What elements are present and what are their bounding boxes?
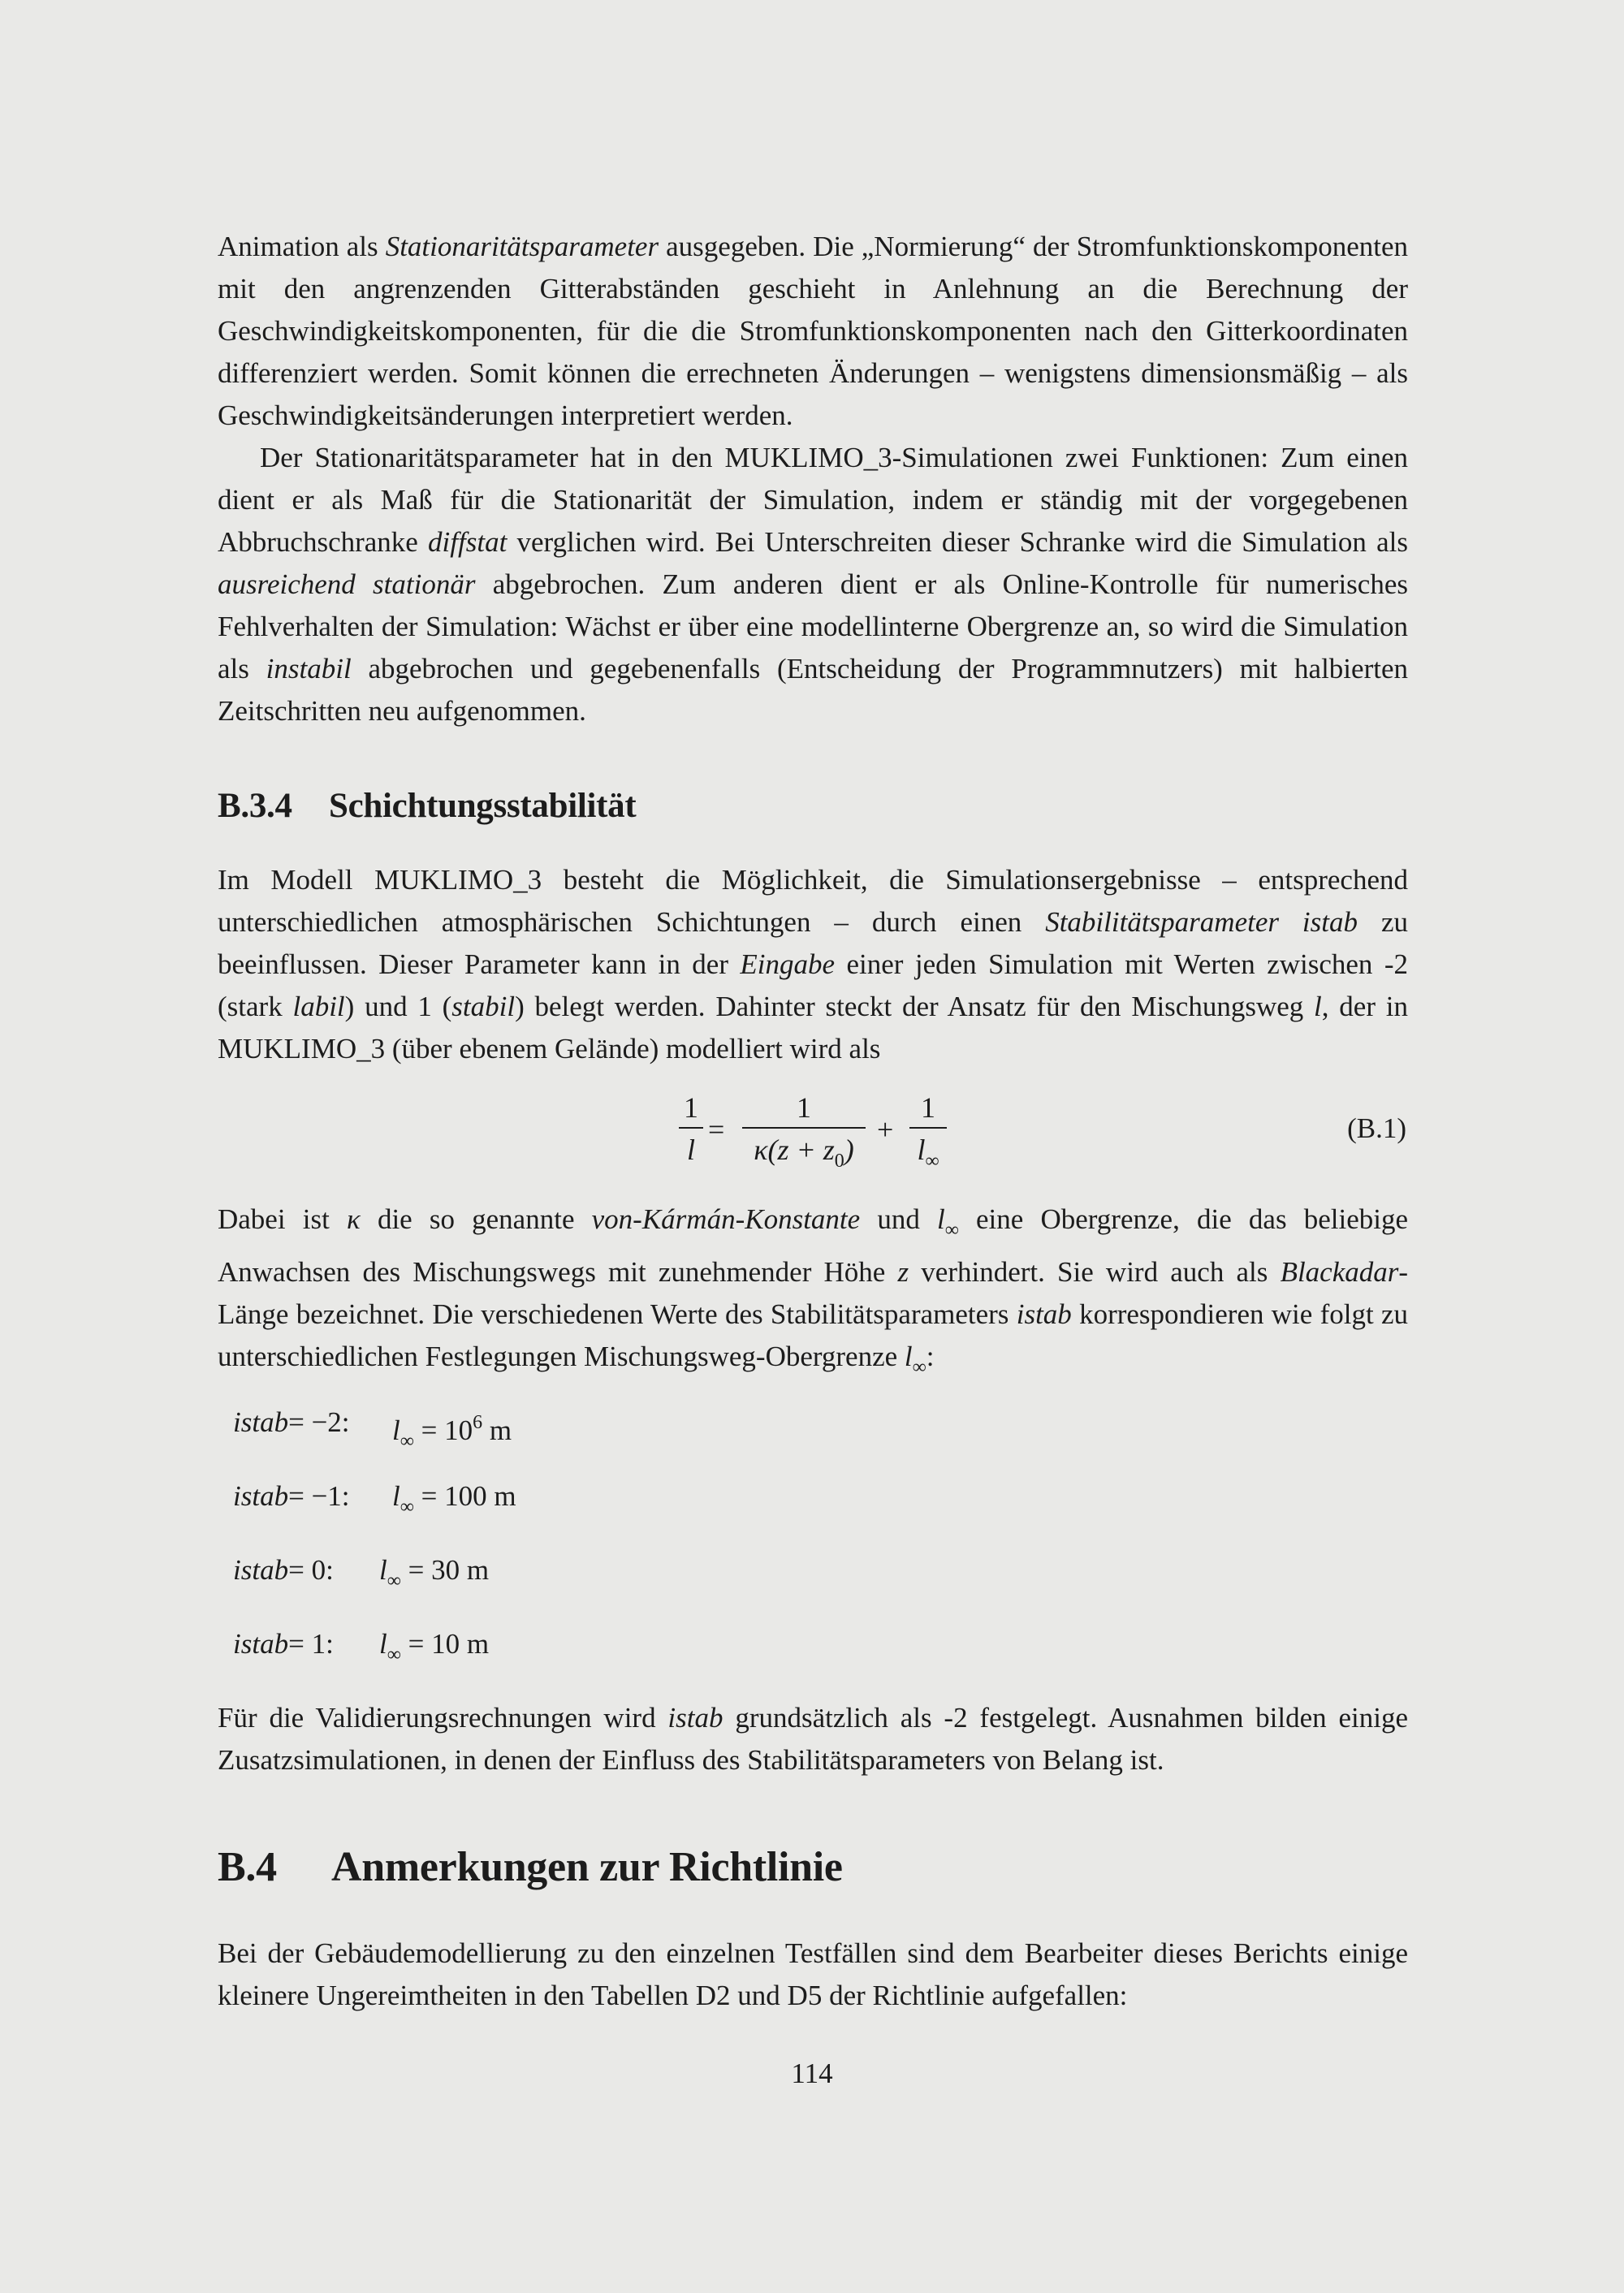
paragraph-guideline-remarks: Bei der Gebäudemodellierung zu den einzelnen Testfällen sind dem Bearbeiter dieses Berichts einige kleinere Ungereimtheiten in den Tabellen D2 und D5 der Richtlinie aufgefallen: <box>218 1937 1408 2011</box>
math-variable-l: l <box>1314 991 1322 1022</box>
paragraph-validation-runs <box>218 1697 1408 1781</box>
term-diffstat: diffstat <box>428 526 508 558</box>
mixing-length-value <box>392 1401 512 1462</box>
term-input: Eingabe <box>740 948 836 980</box>
istab-label: istab <box>233 1628 289 1660</box>
text-run: Der Stationaritätsparameter hat in den MUKLIMO_3-Simulationen zwei Funktionen: Zum einen dient er als Maß für die Stationarität der Simulation, indem er ständig mit der vorgegebenen Abbruchschranke <box>218 442 1408 558</box>
value-text: = 30 m <box>408 1554 490 1586</box>
term-stationarity-parameter: Stationaritätsparameter <box>385 231 659 262</box>
istab-label: istab <box>233 1480 289 1512</box>
term-stable: stabil <box>451 991 516 1022</box>
term-stability-parameter: Stabilitätsparameter istab <box>1045 906 1358 938</box>
math-variable-l: l <box>379 1628 387 1660</box>
term-unstable: instabil <box>266 653 352 684</box>
text-run: grundsätzlich als -2 festgelegt. Ausnahmen bilden einige Zusatzsimulationen, in denen der Einfluss des Stabilitätsparameters von Belang ist. <box>218 1702 1408 1776</box>
text-run: ausgegeben. Die „Normierung“ der Stromfunktionskomponenten mit den angrenzenden Gitterabständen geschieht in Anlehnung an die Berechnung der Geschwindigkeitskomponenten, für die die Stromfunktionskomponenten nach den Gitterkoordinaten differenziert werden. Somit können die errechneten Änderungen – wenigstens dimensionsmäßig – als Geschwindigkeitsänderungen interpretiert werden. <box>218 231 1409 431</box>
fraction-lhs <box>679 1088 703 1171</box>
istab-row <box>233 1549 490 1591</box>
value-text: = 10 m <box>408 1628 490 1660</box>
subscript-infinity: ∞ <box>944 1220 959 1241</box>
paragraph-stability-parameter <box>218 859 1408 1070</box>
subscript: 0 <box>834 1151 844 1172</box>
term-blackadar: Blackadar <box>1280 1256 1399 1288</box>
exponent: 6 <box>473 1412 483 1433</box>
fraction-middle <box>742 1088 866 1171</box>
text-run: Im Modell MUKLIMO_3 besteht die Möglichkeit, die Simulationsergebnisse – entsprechend unterschiedlichen atmosphärischen Schichtungen – durch einen <box>218 864 1408 938</box>
mixing-length-value <box>379 1549 489 1602</box>
text-run: -Länge bezeichnet. Die verschiedenen Werte des Stabilitätsparameters <box>218 1256 1409 1330</box>
equation-number: (B.1) <box>1347 1112 1406 1144</box>
text-run: : <box>926 1341 935 1372</box>
text-run: und <box>860 1203 938 1235</box>
section-title: Anmerkungen zur Richtlinie <box>331 1844 843 1890</box>
math-variable-l: l <box>392 1480 400 1512</box>
text-run: , der in MUKLIMO_3 (über ebenem Gelände) modelliert wird als <box>218 991 1408 1064</box>
plus-sign: + <box>877 1113 894 1146</box>
fraction-rhs <box>909 1088 947 1171</box>
text-run: abgebrochen. Zum anderen dient er als Online-Kontrolle für numerisches Fehlverhalten der Simulation: Wächst er über eine modellinterne Obergrenze an, so wird die Simulation als <box>218 568 1408 684</box>
denominator-l: l <box>917 1134 926 1166</box>
paragraph-stationarity-output <box>218 226 1408 437</box>
istab-row <box>233 1623 490 1665</box>
value-text: = 100 m <box>421 1480 516 1512</box>
denominator <box>742 1129 866 1171</box>
section-heading-b34 <box>218 786 636 826</box>
istab-setting: = −2: <box>288 1406 350 1438</box>
mixing-length-value <box>392 1475 516 1528</box>
text-run: Animation als <box>218 231 386 262</box>
term-istab: istab <box>667 1702 723 1734</box>
term-von-karman-constant: von-Kármán-Konstante <box>591 1203 861 1235</box>
numerator: 1 <box>921 1091 935 1124</box>
term-istab: istab <box>1016 1298 1072 1330</box>
math-variable-l: l <box>937 1203 945 1235</box>
text-run: zu beeinflussen. Dieser Parameter kann in der <box>218 906 1408 980</box>
denominator-term: κ(z + z <box>754 1134 835 1166</box>
text-run: Dabei ist <box>218 1203 347 1235</box>
text-run: eine Obergrenze, die das beliebige Anwachsen des Mischungswegs mit zunehmender Höhe <box>218 1203 1408 1288</box>
equals-sign: = <box>708 1113 725 1146</box>
subscript-infinity: ∞ <box>912 1357 926 1378</box>
paragraph-stationarity-functions <box>218 437 1408 732</box>
stability-text-block <box>218 859 1408 1070</box>
istab-setting: = 1: <box>288 1628 334 1660</box>
page-number: 114 <box>791 2058 833 2089</box>
subscript-infinity: ∞ <box>400 1431 414 1452</box>
section-number: B.4 <box>218 1844 277 1890</box>
subscript-infinity: ∞ <box>925 1151 939 1172</box>
validation-text-block <box>218 1697 1408 1781</box>
istab-label: istab <box>233 1554 289 1586</box>
text-run: verglichen wird. Bei Unterschreiten dieser Schranke wird die Simulation als <box>507 526 1408 558</box>
text-run: ) und 1 ( <box>344 991 452 1022</box>
istab-label: istab <box>233 1406 289 1438</box>
mixing-length-value <box>379 1623 489 1676</box>
guideline-text-block <box>218 1932 1408 2017</box>
subscript-infinity: ∞ <box>400 1496 414 1518</box>
closing-paren: ) <box>844 1134 854 1166</box>
numerator: 1 <box>797 1091 811 1124</box>
section-title: Schichtungsstabilität <box>329 787 637 825</box>
istab-row <box>233 1401 512 1452</box>
math-variable-l: l <box>392 1414 400 1446</box>
text-run: abgebrochen und gegebenenfalls (Entscheidung der Programmnutzers) mit halbierten Zeitschritten neu aufgenommen. <box>218 653 1408 727</box>
istab-setting: = −1: <box>288 1480 350 1512</box>
equation-b1 <box>666 1088 958 1179</box>
paragraph-karman-constant <box>218 1198 1408 1388</box>
istab-row <box>233 1475 516 1518</box>
unit: m <box>482 1414 512 1446</box>
text-run: ) belegt werden. Dahinter steckt der Ansatz für den Mischungsweg <box>515 991 1315 1022</box>
math-variable-l: l <box>904 1341 913 1372</box>
section-heading-b4 <box>218 1843 843 1891</box>
subscript-infinity: ∞ <box>387 1644 401 1665</box>
denominator: l <box>686 1134 695 1166</box>
istab-setting: = 0: <box>288 1554 334 1586</box>
term-labile: labil <box>292 991 345 1022</box>
math-variable-z: z <box>897 1256 909 1288</box>
text-run: die so genannte <box>360 1203 592 1235</box>
numerator: 1 <box>684 1091 698 1124</box>
value-text: = 10 <box>421 1414 473 1446</box>
subscript-infinity: ∞ <box>387 1570 401 1591</box>
term-sufficiently-stationary: ausreichend stationär <box>218 568 476 600</box>
mixing-length-text-block <box>218 1198 1408 1388</box>
text-run: verhindert. Sie wird auch als <box>909 1256 1281 1288</box>
math-variable-l: l <box>379 1554 387 1586</box>
denominator <box>909 1129 947 1171</box>
text-run: einer jeden Simulation mit Werten zwischen -2 (stark <box>218 948 1409 1022</box>
text-run: Für die Validierungsrechnungen wird <box>218 1702 668 1734</box>
intro-text-block <box>218 226 1408 732</box>
section-number: B.3.4 <box>218 787 292 825</box>
math-kappa: κ <box>346 1203 361 1235</box>
text-run: korrespondieren wie folgt zu unterschiedlichen Festlegungen Mischungsweg-Obergrenze <box>218 1298 1409 1372</box>
